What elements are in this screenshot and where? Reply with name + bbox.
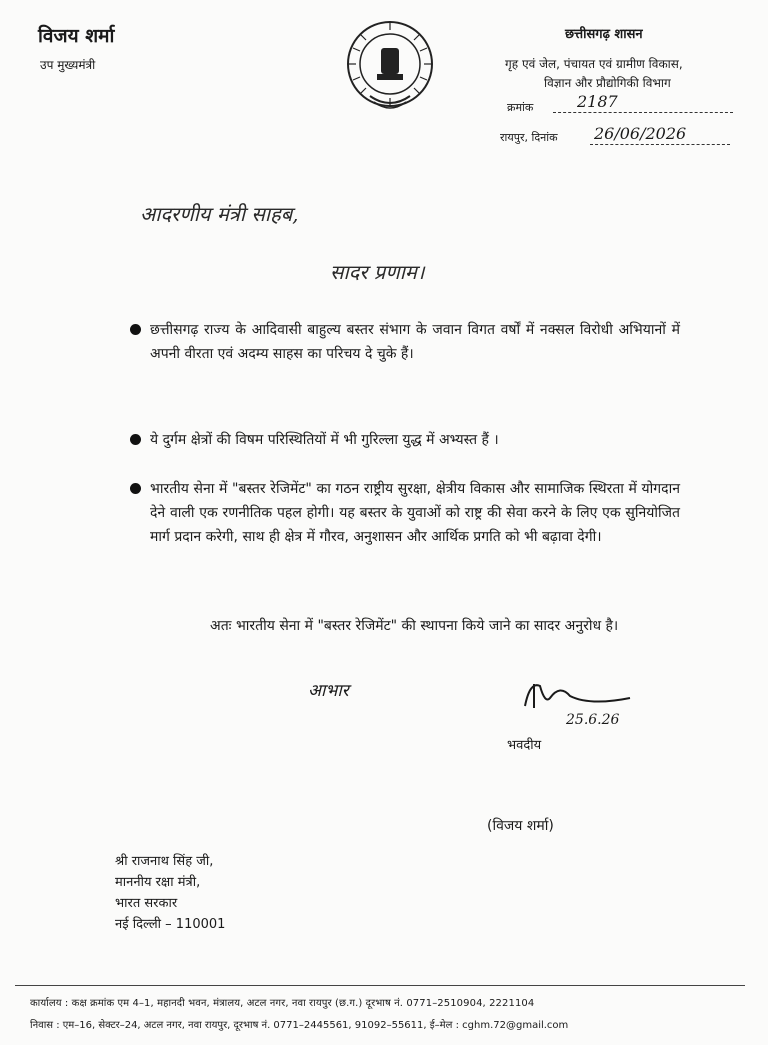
government-name: छत्तीसगढ़ शासन (565, 27, 643, 42)
recipient-line-4: नई दिल्ली – 110001 (115, 917, 226, 932)
point-1: छत्तीसगढ़ राज्य के आदिवासी बाहुल्य बस्तर संभाग के जवान विगत वर्षों में नक्सल विरोधी अभियानों में अपनी वीरता एवं अदम्य साहस का परिचय दे चुके हैं। (150, 322, 680, 362)
bullet-icon (130, 483, 141, 494)
point-2: ये दुर्गम क्षेत्रों की विषम परिस्थितियों में भी गुरिल्ला युद्ध में अभ्यस्त हैं । (150, 432, 499, 448)
sender-title: उप मुख्यमंत्री (40, 58, 96, 72)
reference-number: 2187 (577, 92, 618, 111)
bullet-icon (130, 324, 141, 335)
request-paragraph: अतः भारतीय सेना में "बस्तर रेजिमेंट" की स्थापना किये जाने का सादर अनुरोध है। (210, 618, 619, 634)
bullet-icon (130, 434, 141, 445)
recipient-line-2: माननीय रक्षा मंत्री, (115, 875, 201, 890)
recipient-line-3: भारत सरकार (115, 896, 178, 911)
signature-icon (520, 676, 640, 716)
point-3: भारतीय सेना में "बस्तर रेजिमेंट" का गठन राष्ट्रीय सुरक्षा, क्षेत्रीय विकास और सामाजिक स्थिरता में योगदान देने वाली एक रणनीतिक पहल होगी। यह बस्तर के युवाओं को राष्ट्र की सेवा करने के लिए एक सुनियोजित मार्ग प्रदान करेगी, साथ ही क्षेत्र में गौरव, अनुशासन और आर्थिक प्रगति को भी बढ़ावा देगी। (150, 481, 680, 545)
footer-divider (15, 985, 745, 986)
department-line-2: विज्ञान और प्रौद्योगिकी विभाग (544, 76, 671, 90)
date-value: 26/06/2026 (594, 124, 687, 143)
state-emblem-icon (344, 18, 436, 118)
recipient-line-1: श्री राजनाथ सिंह जी, (115, 854, 214, 869)
handwritten-note: आभार (308, 681, 349, 701)
signature-date: 25.6.26 (566, 712, 620, 728)
footer-office-address: कार्यालय : कक्ष क्रमांक एम 4–1, महानदी भवन, मंत्रालय, अटल नगर, नवा रायपुर (छ.ग.) दूरभाष नं. 0771–2510904, 2221104 (30, 998, 535, 1009)
date-label: रायपुर, दिनांक (500, 131, 558, 144)
salutation: आदरणीय मंत्री साहब, (140, 202, 299, 226)
reference-label: क्रमांक (507, 101, 534, 114)
date-underline (590, 144, 730, 145)
department-line-1: गृह एवं जेल, पंचायत एवं ग्रामीण विकास, (505, 57, 683, 71)
footer-residence-address: निवास : एम–16, सेक्टर–24, अटल नगर, नवा रायपुर, दूरभाष नं. 0771–2445561, 91092–55611, ई–मेल : cghm.72@gmail.com (30, 1020, 569, 1031)
sender-name: विजय शर्मा (38, 25, 115, 47)
reference-underline (553, 112, 733, 113)
signatory-name: (विजय शर्मा) (487, 818, 554, 834)
closing: भवदीय (507, 738, 542, 753)
greeting: सादर प्रणाम। (330, 260, 425, 284)
